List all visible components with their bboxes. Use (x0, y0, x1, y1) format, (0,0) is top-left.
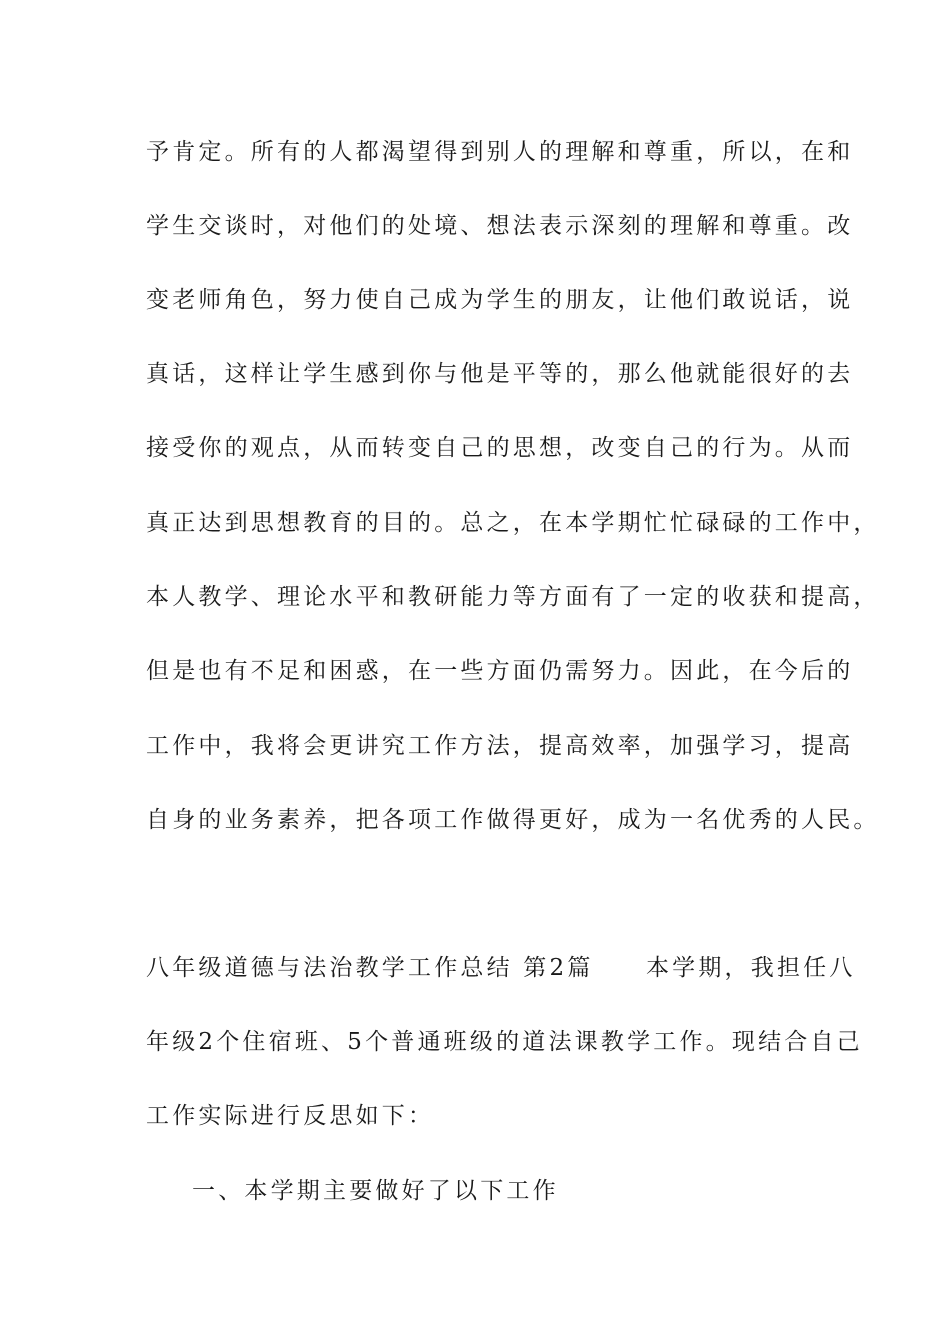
text-line-2: 学生交谈时，对他们的处境、想法表示深刻的理解和尊重。改 (146, 213, 854, 239)
text-line-13: 工作实际进行反思如下： (146, 1103, 435, 1129)
text-line-6: 真正达到思想教育的目的。总之，在本学期忙忙碌碌的工作中， (146, 510, 880, 536)
text-line-9: 工作中，我将会更讲究工作方法，提高效率，加强学习，提高 (146, 733, 854, 759)
text-line-3: 变老师角色，努力使自己成为学生的朋友，让他们敢说话，说 (146, 287, 854, 313)
text-line-5: 接受你的观点，从而转变自己的思想，改变自己的行为。从而 (146, 435, 854, 461)
subheading-line: 一、本学期主要做好了以下工作 (192, 1178, 559, 1204)
text-line-12: 年级2个住宿班、5个普通班级的道法课教学工作。现结合自己 (146, 1029, 863, 1055)
text-line-8: 但是也有不足和困惑，在一些方面仍需努力。因此，在今后的 (146, 658, 854, 684)
text-line-10: 自身的业务素养，把各项工作做得更好，成为一名优秀的人民。 (146, 807, 880, 833)
section-title-line: 八年级道德与法治教学工作总结 第2篇 本学期，我担任八 (146, 955, 856, 981)
text-line-7: 本人教学、理论水平和教研能力等方面有了一定的收获和提高， (146, 584, 880, 610)
text-line-4: 真话，这样让学生感到你与他是平等的，那么他就能很好的去 (146, 361, 854, 387)
text-line-1: 予肯定。所有的人都渴望得到别人的理解和尊重，所以，在和 (146, 139, 854, 165)
